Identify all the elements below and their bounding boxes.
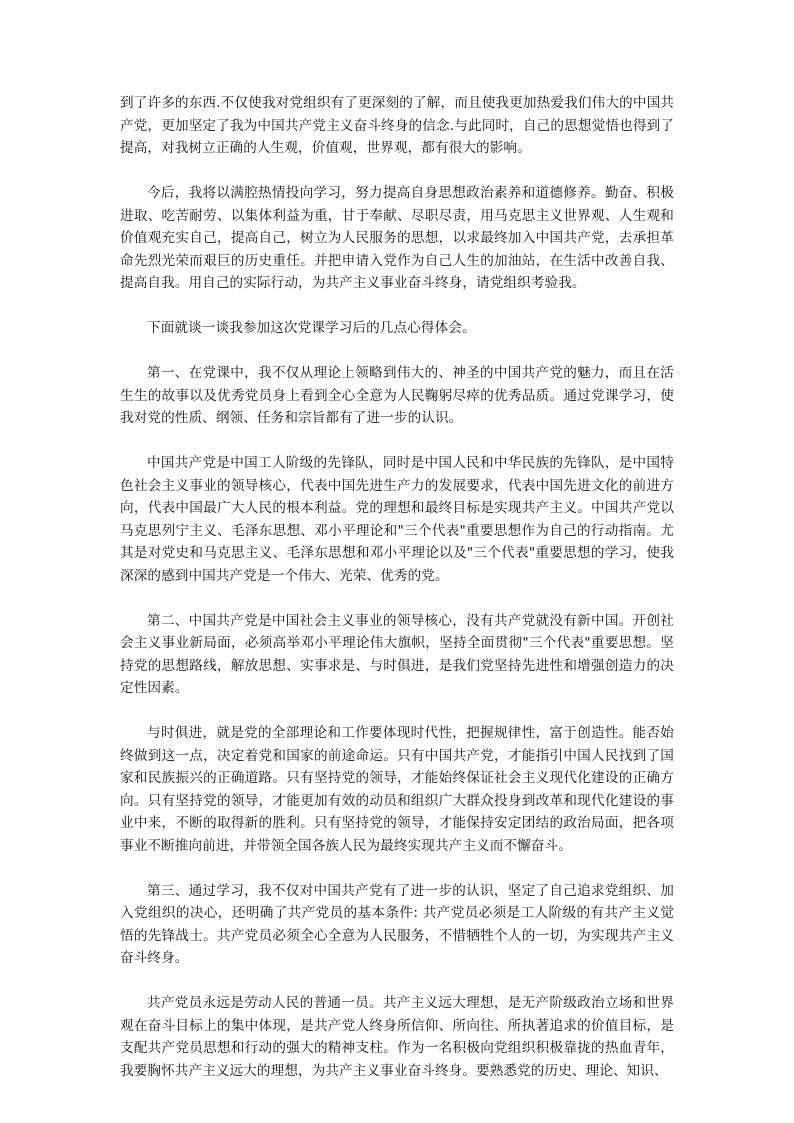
document-body (120, 92, 674, 1105)
paragraph-intro-reflections: 下面就谈一谈我参加这次党课学习后的几点心得体会。 (147, 320, 476, 336)
paragraph-third-point: 第三、通过学习，我不仅对中国共产党有了进一步的认识，坚定了自己追求党组织、加入党组织的决心，还明确了共产党员的基本条件: 共产党员必须是工人阶级的有共产主义觉悟的先锋战士。共产党员必须全心全意为人民服务，不惜牺牲个人的一切，为实现共产主义奋斗终身。 (120, 882, 674, 966)
paragraph-second-point: 第二、中国共产党是中国社会主义事业的领导核心，没有共产党就没有新中国。开创社会主义事业新局面，必须高举邓小平理论伟大旗帜，坚持全面贯彻"三个代表"重要思想。坚持党的思想路线，解放思想、实事求是、与时俱进，是我们党坚持先进性和增强创造力的决定性因素。 (120, 612, 674, 696)
paragraph-continuation: 到了许多的东西.不仅使我对党组织有了更深刻的了解，而且使我更加热爱我们伟大的中国共产党，更加坚定了我为中国共产党主义奋斗终身的信念.与此同时，自己的思想觉悟也得到了提高，对我树立正确的人生观，价值观，世界观，都有很大的影响。 (120, 95, 674, 156)
paragraph-party-nature: 中国共产党是中国工人阶级的先锋队，同时是中国人民和中华民族的先锋队，是中国特色社会主义事业的领导核心，代表中国先进生产力的发展要求，代表中国先进文化的前进方向，代表中国最广大人民的根本利益。党的理想和最终目标是实现共产主义。中国共产党以马克思列宁主义、毛泽东思想、邓小平理论和"三个代表"重要思想作为自己的行动指南。尤其是对党史和马克思主义、毛泽东思想和邓小平理论以及"三个代表"重要思想的学习，使我深深的感到中国共产党是一个伟大、光荣、优秀的党。 (120, 455, 674, 584)
paragraph-keep-pace: 与时俱进，就是党的全部理论和工作要体现时代性，把握规律性，富于创造性。能否始终做到这一点，决定着党和国家的前途命运。只有中国共产党，才能指引中国人民找到了国家和民族振兴的正确道路。只有坚持党的领导，才能始终保证社会主义现代化建设的正确方向。只有坚持党的领导，才能更加有效的动员和组织广大群众投身到改革和现代化建设的事业中来，不断的取得新的胜利。只有坚持党的领导，才能保持安定团结的政治局面，把各项事业不断推向前进，并带领全国各族人民为最终实现共产主义而不懈奋斗。 (120, 725, 674, 854)
paragraph-party-member: 共产党员永远是劳动人民的普通一员。共产主义远大理想，是无产阶级政治立场和世界观在奋斗目标上的集中体现，是共产党人终身所信仰、所向往、所执著追求的价值目标，是支配共产党员思想和行动的强大的精神支柱。作为一名积极向党组织积极靠拢的热血青年，我要胸怀共产主义远大的理想，为共产主义事业奋斗终身。要熟悉党的历史、理论、知识、 (120, 995, 674, 1079)
paragraph-future-plans: 今后，我将以满腔热情投向学习，努力提高自身思想政治素养和道德修养。勤奋、积极进取、吃苦耐劳、以集体利益为重，甘于奉献、尽职尽责，用马克思主义世界观、人生观和价值观充实自己，提高自己，树立为人民服务的思想，以求最终加入中国共产党，去承担革命先烈光荣而艰巨的历史重任。并把申请入党作为自己人生的加油站，在生活中改善自我、提高自我。用自己的实际行动，为共产主义事业奋斗终身，请党组织考验我。 (120, 185, 674, 291)
paragraph-first-point: 第一、在党课中，我不仅从理论上领略到伟大的、神圣的中国共产党的魅力，而且在活生生的故事以及优秀党员身上看到全心全意为人民鞠躬尽瘁的优秀品质。通过党课学习，使我对党的性质、纲领、任务和宗旨都有了进一步的认识。 (120, 365, 674, 426)
